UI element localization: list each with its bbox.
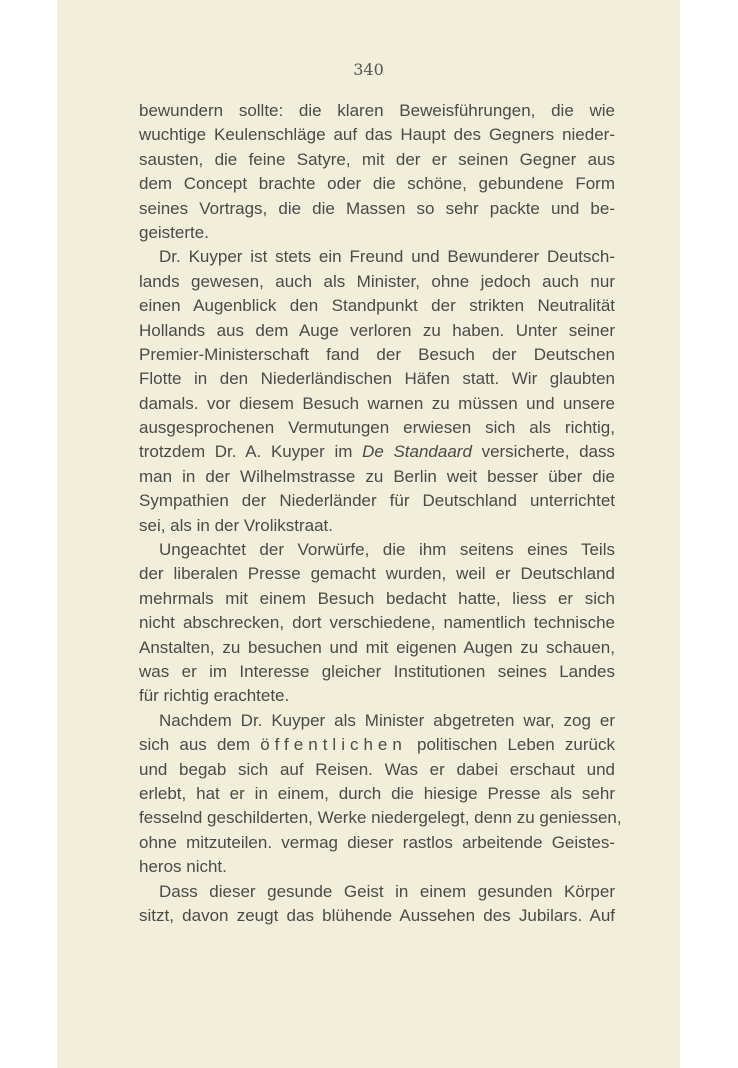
text-line: seines Vortrags, die die Massen so sehr packte und be- — [139, 198, 615, 218]
text-line: Dr. Kuyper ist stets ein Freund und Bewunderer Deutsch- — [159, 247, 615, 267]
text-line: Dass dieser gesunde Geist in einem gesunden Körper — [159, 881, 615, 901]
text-line: bewundern sollte: die klaren Beweisführungen, die wie — [139, 101, 615, 120]
text-line: heros nicht. — [139, 857, 227, 877]
text-line: Flotte in den Niederländischen Häfen statt. Wir glaubten — [139, 369, 615, 389]
text-line: fesselnd geschilderten, Werke niedergelegt, denn zu geniessen, — [139, 808, 622, 828]
text-line: Premier-Ministerschaft fand der Besuch der Deutschen — [139, 344, 615, 364]
text-fragment: versicherte, dass — [481, 442, 615, 462]
paragraph-4 — [139, 709, 622, 880]
newspaper-title: De Standaard — [362, 442, 472, 462]
text-line: einen Augenblick den Standpunkt der strikten Neutralität — [139, 296, 615, 316]
text-line: erlebt, hat er in einem, durch die hiesige Presse als sehr — [139, 783, 615, 803]
text-line: Hollands aus dem Auge verloren zu haben. Unter seiner — [139, 320, 615, 340]
body-text — [139, 99, 622, 928]
text-line-with-spaced-word — [139, 733, 615, 757]
text-line: dem Concept brachte oder die schöne, gebundene Form — [139, 174, 615, 194]
spaced-word: öffentlichen — [260, 735, 407, 755]
text-line: wuchtige Keulenschläge auf das Haupt des Gegners nieder- — [139, 125, 615, 145]
text-line: lands gewesen, auch als Minister, ohne jedoch auch nur — [139, 271, 615, 291]
book-page — [57, 0, 680, 1068]
text-line: sitzt, davon zeugt das blühende Aussehen des Jubilars. Auf — [139, 905, 615, 925]
paragraph-3 — [139, 538, 615, 709]
text-line: der liberalen Presse gemacht wurden, weil er Deutschland — [139, 564, 615, 584]
paragraph-5 — [139, 880, 615, 929]
text-line: sausten, die feine Satyre, mit der er seinen Gegner aus — [139, 149, 615, 169]
text-line: ohne mitzuteilen. vermag dieser rastlos arbeitende Geistes- — [139, 832, 615, 852]
text-line: was er im Interesse gleicher Institutionen seines Landes — [139, 661, 615, 681]
text-line: Ungeachtet der Vorwürfe, die ihm seitens eines Teils — [159, 540, 615, 560]
text-line: sei, als in der Vrolikstraat. — [139, 515, 333, 535]
text-line: Sympathien der Niederländer für Deutschland unterrichtet — [139, 491, 615, 511]
text-line: für richtig erachtete. — [139, 686, 290, 706]
text-fragment: trotzdem Dr. A. Kuyper im — [139, 442, 353, 462]
text-line: ausgesprochenen Vermutungen erwiesen sich als richtig, — [139, 418, 615, 438]
text-line: damals. vor diesem Besuch warnen zu müssen und unsere — [139, 393, 615, 413]
text-line: Nachdem Dr. Kuyper als Minister abgetreten war, zog er — [159, 710, 615, 730]
paragraph-2 — [139, 245, 615, 538]
text-line: nicht abschrecken, dort verschiedene, namentlich technische — [139, 613, 615, 633]
text-line: und begab sich auf Reisen. Was er dabei erschaut und — [139, 759, 615, 779]
text-fragment: sich aus dem — [139, 735, 251, 755]
text-fragment: politischen Leben zurück — [417, 735, 615, 755]
paragraph-1 — [139, 99, 615, 245]
page-number: 340 — [353, 60, 384, 79]
text-line: geisterte. — [139, 222, 209, 242]
text-line-with-title — [139, 440, 615, 464]
text-line: man in der Wilhelmstrasse zu Berlin weit besser über die — [139, 466, 615, 486]
text-line: mehrmals mit einem Besuch bedacht hatte, liess er sich — [139, 588, 615, 608]
text-line: Anstalten, zu besuchen und mit eigenen Augen zu schauen, — [139, 637, 615, 657]
